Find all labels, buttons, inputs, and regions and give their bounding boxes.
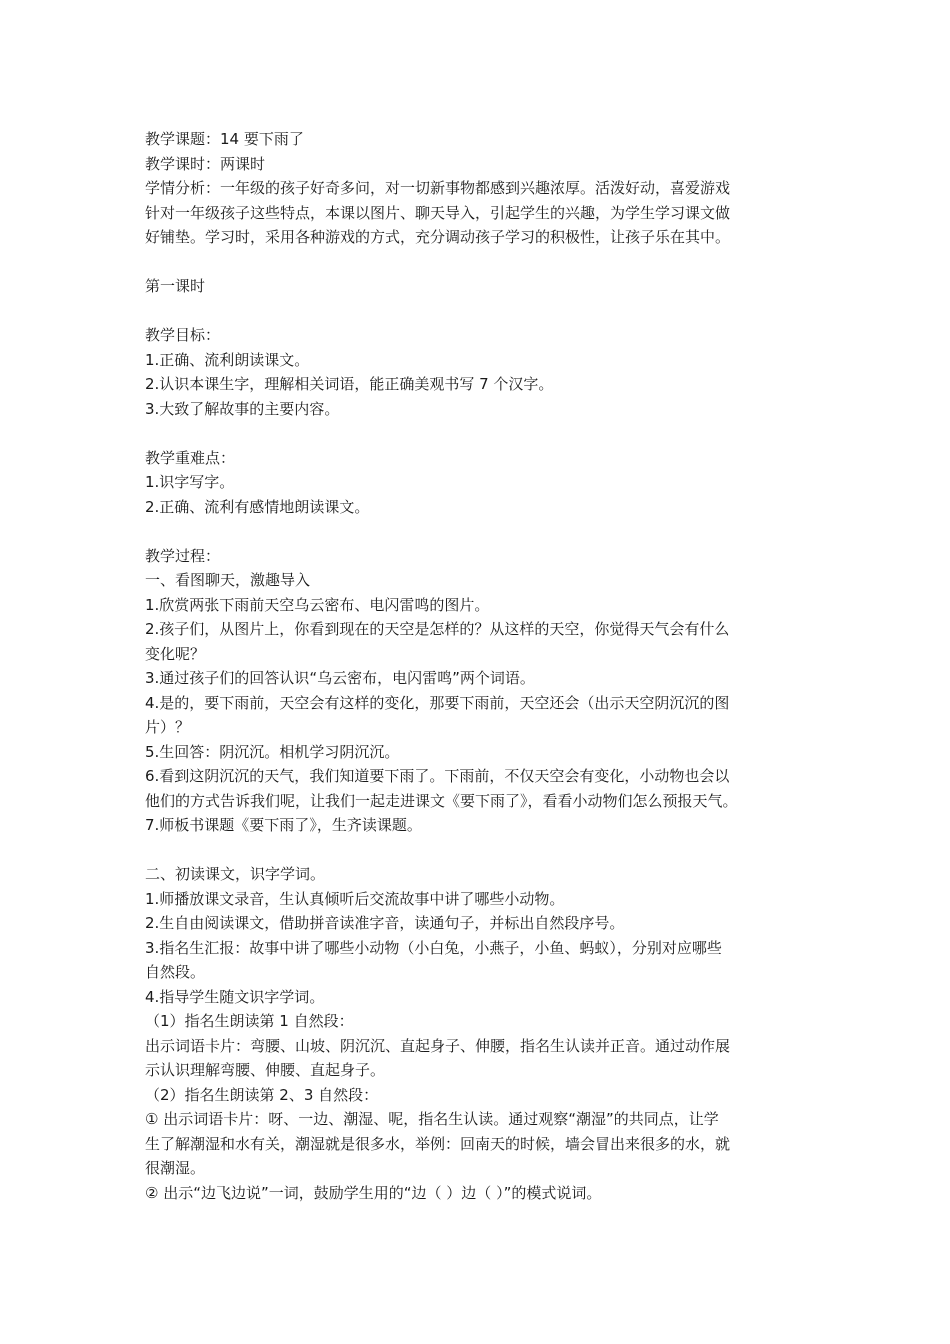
text-line: 示认识理解弯腰、伸腰、直起身子。 [145, 1061, 386, 1079]
text-line: 第一课时 [145, 277, 206, 295]
text-line: ① 出示词语卡片：呀、一边、潮湿、呢，指名生认读。通过观察“潮湿”的共同点，让学 [145, 1110, 719, 1128]
text-line: 好铺垫。学习时，采用各种游戏的方式，充分调动孩子学习的积极性，让孩子乐在其中。 [145, 228, 731, 246]
text-line: 生了解潮湿和水有关，潮湿就是很多水，举例：回南天的时候，墙会冒出来很多的水，就 [145, 1134, 731, 1153]
text-line: 7.师板书课题《要下雨了》，生齐读课题。 [145, 816, 422, 834]
text-line: 教学重难点： [145, 448, 236, 467]
document-body [145, 127, 809, 1205]
text-line: 1.正确、流利朗读课文。 [145, 350, 310, 369]
text-line: 教学课题：14 要下雨了 [145, 130, 304, 148]
blank-line [145, 250, 809, 275]
blank-line [145, 421, 809, 446]
text-line: 学情分析：一年级的孩子好奇多问，对一切新事物都感到兴趣浓厚。活泼好动，喜爱游戏 [145, 179, 731, 197]
blank-line [145, 299, 809, 324]
text-line: 4.指导学生随文识字学词。 [145, 987, 325, 1006]
text-line: 2.孩子们，从图片上，你看到现在的天空是怎样的？从这样的天空，你觉得天气会有什么 [145, 620, 730, 638]
text-line: 片）？ [145, 718, 191, 736]
text-line: 变化呢？ [145, 644, 206, 663]
blank-line [145, 519, 809, 544]
text-line: 2.正确、流利有感情地朗读课文。 [145, 497, 370, 516]
text-line: 他们的方式告诉我们呢，让我们一起走进课文《要下雨了》，看看小动物们怎么预报天气。 [145, 791, 738, 810]
text-line: 3.通过孩子们的回答认识“乌云密布，电闪雷鸣”两个词语。 [145, 669, 535, 687]
text-line: 1.欣赏两张下雨前天空乌云密布、电闪雷鸣的图片。 [145, 595, 490, 614]
text-line: 2.生自由阅读课文，借助拼音读准字音，读通句子，并标出自然段序号。 [145, 914, 625, 932]
text-line: 一、看图聊天，激趣导入 [145, 571, 311, 589]
text-line: 教学课时：两课时 [145, 154, 266, 173]
text-line: 4.是的，要下雨前，天空会有这样的变化，那要下雨前，天空还会（出示天空阴沉沉的图 [145, 693, 730, 712]
text-line: 5.生回答：阴沉沉。相机学习阴沉沉。 [145, 742, 400, 761]
text-line: 很潮湿。 [145, 1159, 206, 1177]
text-line: ② 出示“边飞边说”一词，鼓励学生用的“边（ ）边（ ）”的模式说词。 [145, 1183, 602, 1202]
text-line: 自然段。 [145, 963, 206, 981]
text-line: 1.识字写字。 [145, 473, 235, 491]
text-line: （2）指名生朗读第 2、3 自然段： [145, 1085, 379, 1104]
text-line: 2.认识本课生字，理解相关词语，能正确美观书写 7 个汉字。 [145, 375, 554, 393]
text-line: 3.指名生汇报：故事中讲了哪些小动物（小白兔，小燕子，小鱼、蚂蚁），分别对应哪些 [145, 938, 722, 957]
text-line: 3.大致了解故事的主要内容。 [145, 399, 340, 418]
text-line: （1）指名生朗读第 1 自然段： [145, 1012, 354, 1030]
text-line: 1.师播放课文录音，生认真倾听后交流故事中讲了哪些小动物。 [145, 889, 565, 908]
text-line: 教学过程： [145, 546, 221, 565]
text-line: 针对一年级孩子这些特点，本课以图片、聊天导入，引起学生的兴趣，为学生学习课文做 [145, 203, 731, 222]
blank-line [145, 838, 809, 863]
text-line: 出示词语卡片：弯腰、山坡、阴沉沉、直起身子、伸腰，指名生认读并正音。通过动作展 [145, 1036, 731, 1055]
text-line: 二、初读课文，识字学词。 [145, 865, 326, 883]
text-line: 6.看到这阴沉沉的天气，我们知道要下雨了。下雨前，不仅天空会有变化，小动物也会以 [145, 767, 730, 785]
text-line: 教学目标： [145, 326, 221, 344]
